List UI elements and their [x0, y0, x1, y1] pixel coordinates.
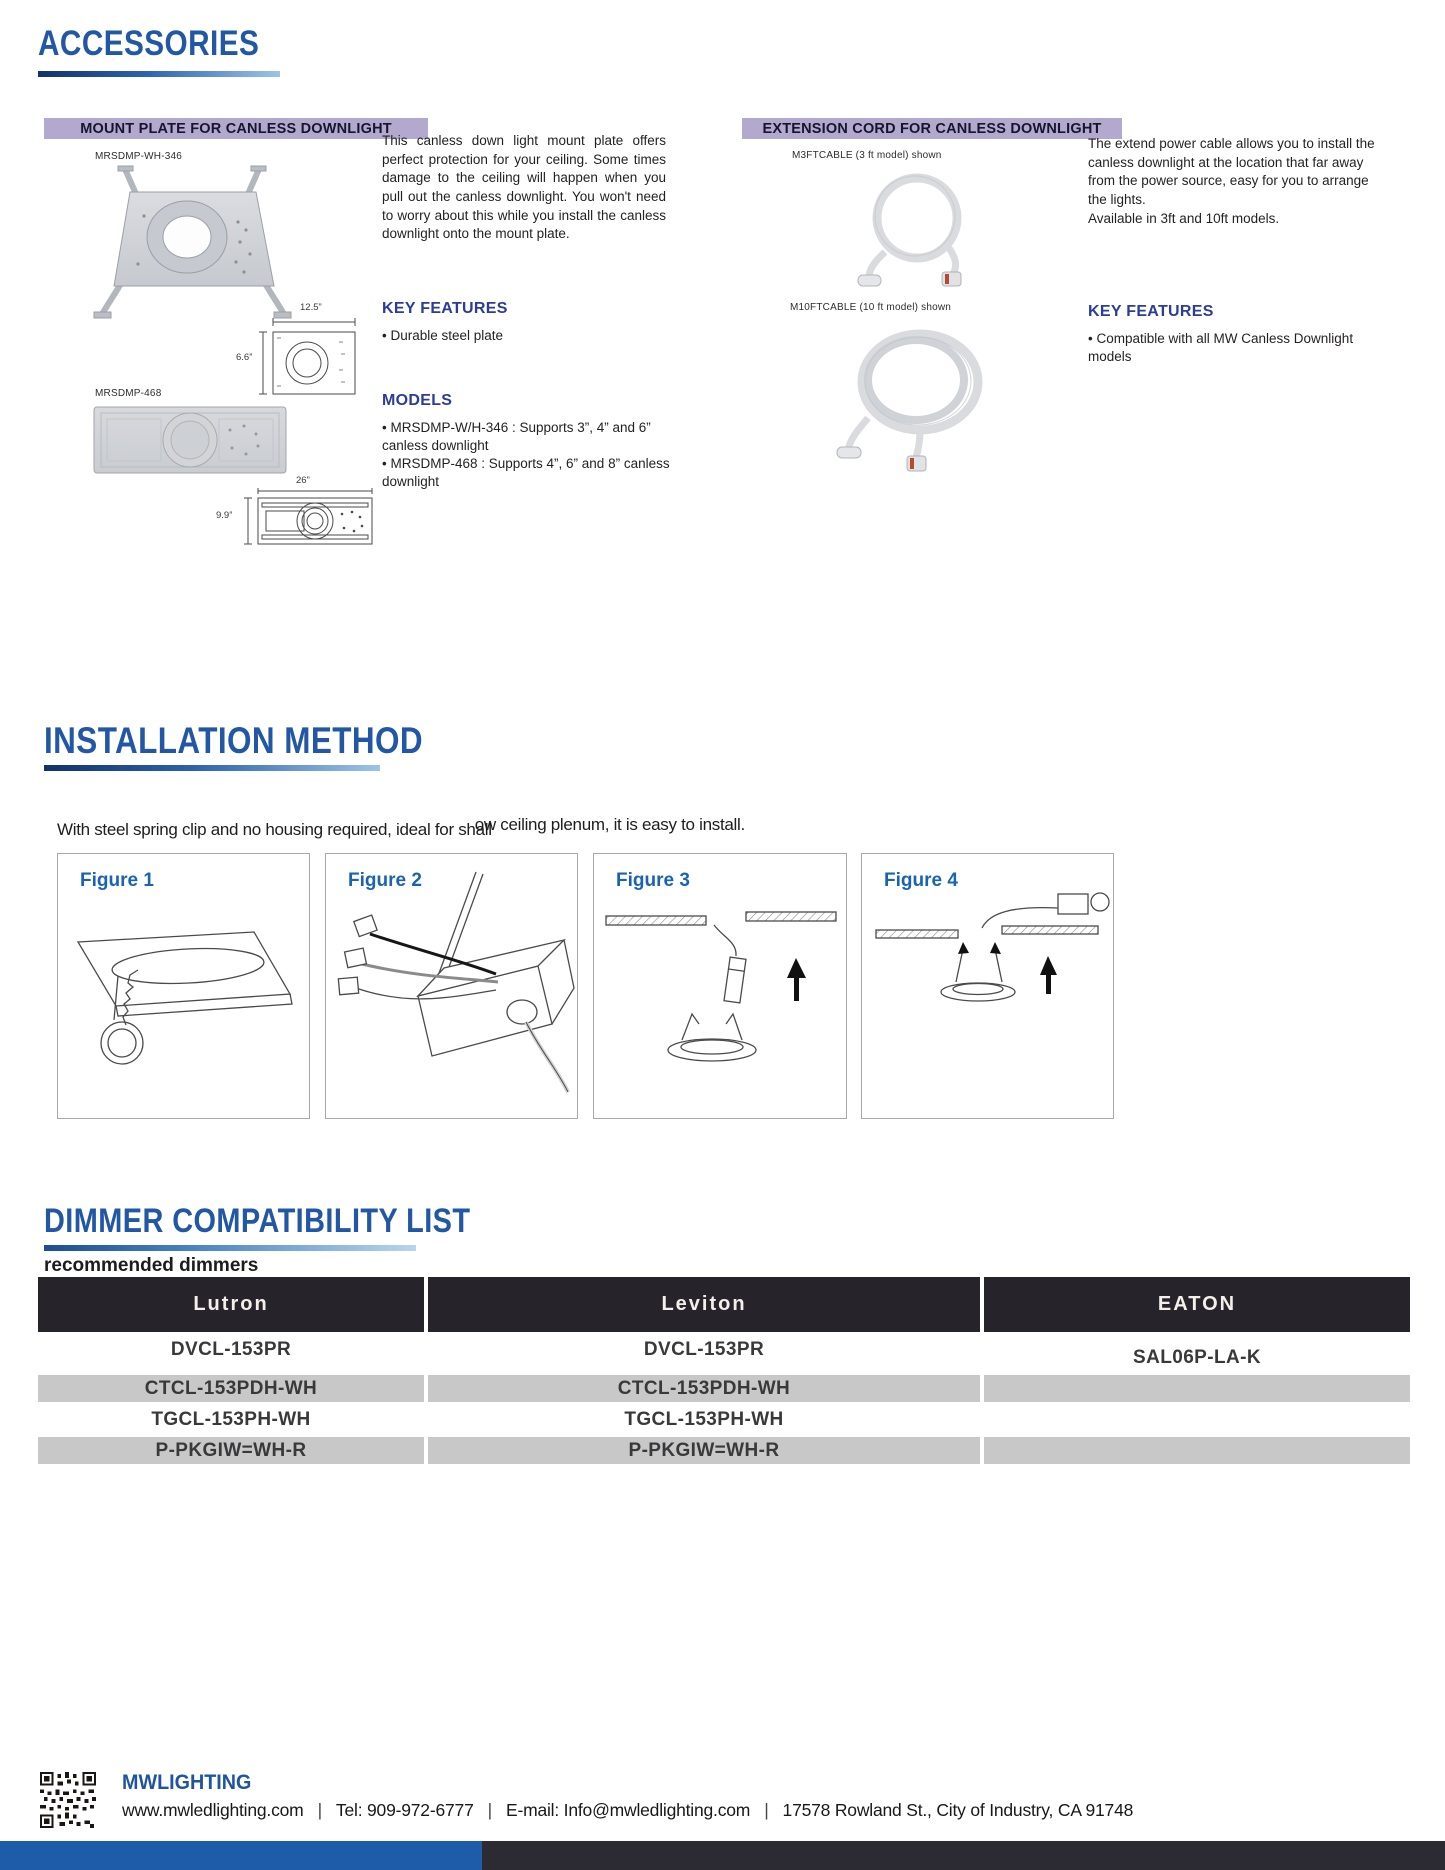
mount-plate-photo — [90, 164, 295, 322]
mount-plate-model1-caption: MRSDMP-WH-346 — [95, 151, 183, 162]
figure-4-box — [861, 853, 1114, 1119]
installation-underline — [44, 765, 380, 771]
footer-tel: Tel: 909-972-6777 — [335, 1800, 474, 1820]
dimmer-list-title: DIMMER COMPATIBILITY LIST — [44, 1202, 471, 1240]
mount-plate-key-features-title: KEY FEATURES — [382, 300, 508, 317]
figure-2-drawing — [326, 854, 577, 1118]
accessories-title: ACCESSORIES — [38, 24, 260, 63]
mount-plate-468-photo — [92, 402, 288, 478]
drawing-346-width-dim: 12.5” — [300, 302, 322, 313]
footer-separator: | — [487, 1800, 492, 1820]
cable-10ft-caption: M10FTCABLE (10 ft model) shown — [790, 302, 952, 313]
installation-intro-part1: With steel spring clip and no housing required, ideal for shall — [57, 820, 492, 839]
figure-2-box — [325, 853, 578, 1119]
installation-intro — [57, 815, 745, 840]
dimmer-list-underline — [44, 1245, 416, 1251]
footer-contact-line — [122, 1800, 1133, 1821]
mount-plate-models-title: MODELS — [382, 392, 453, 409]
mount-plate-model-item: • MRSDMP-468 : Supports 4”, 6” and 8” canless downlight — [382, 456, 670, 489]
figure-3-drawing — [594, 854, 846, 1118]
dimmer-cell: DVCL-153PR — [643, 1338, 765, 1360]
dimmer-cell: DVCL-153PR — [170, 1338, 292, 1360]
dimmer-table-row — [38, 1406, 1410, 1433]
mount-plate-header-bar: MOUNT PLATE FOR CANLESS DOWNLIGHT — [44, 118, 428, 139]
mount-plate-description: This canless down light mount plate offers perfect protection for your ceiling. Some times damage to the ceiling will happen when you pull out the canless downlight. You won't need to worry about this while you install the canless downlight onto the mount plate. — [382, 133, 666, 242]
footer-address: 17578 Rowland St., City of Industry, CA 91748 — [782, 1800, 1134, 1820]
dimmer-cell — [984, 1437, 1410, 1464]
figure-3-label: Figure 3 — [616, 870, 690, 891]
dimmer-cell — [984, 1375, 1410, 1402]
dimmer-list-subtitle: recommended dimmers — [44, 1255, 259, 1276]
dimmer-cell: SAL06P-LA-K — [1133, 1346, 1261, 1368]
figure-3-box — [593, 853, 847, 1119]
mount-plate-drawing-346 — [255, 314, 360, 398]
extension-cord-key-features-title: KEY FEATURES — [1088, 303, 1214, 320]
drawing-468-width-dim: 26” — [296, 475, 310, 486]
mount-plate-model-item: • MRSDMP-W/H-346 : Supports 3”, 4” and 6” canless downlight — [382, 420, 651, 453]
figure-1-drawing — [58, 854, 309, 1118]
installation-title: INSTALLATION METHOD — [44, 720, 424, 761]
column-header-lutron: Lutron — [38, 1277, 424, 1332]
dimmer-cell: P-PKGIW=WH-R — [428, 1437, 980, 1464]
cable-3ft-caption: M3FTCABLE (3 ft model) shown — [792, 150, 942, 161]
extension-cord-feature-item: • Compatible with all MW Canless Downlight models — [1088, 331, 1354, 364]
dimmer-cell — [984, 1406, 1410, 1433]
column-header-eaton: EATON — [984, 1277, 1410, 1332]
dimmer-table-header-row — [38, 1277, 1410, 1332]
figure-4-label: Figure 4 — [884, 870, 958, 891]
footer-website: www.mwledlighting.com — [122, 1800, 304, 1820]
dimmer-cell: CTCL-153PDH-WH — [38, 1375, 424, 1402]
footer-bar-blue — [0, 1841, 482, 1870]
mount-plate-model2-caption: MRSDMP-468 — [95, 388, 162, 399]
dimmer-cell: CTCL-153PDH-WH — [428, 1375, 980, 1402]
column-header-leviton: Leviton — [428, 1277, 980, 1332]
installation-intro-part2: ow ceiling plenum, it is easy to install. — [474, 815, 745, 834]
footer-bar-dark — [482, 1841, 1445, 1870]
qr-code-icon — [40, 1772, 96, 1828]
extension-cord-availability: Available in 3ft and 10ft models. — [1088, 211, 1280, 226]
cable-10ft-photo — [820, 314, 1010, 476]
figure-1-label: Figure 1 — [80, 870, 154, 891]
footer-separator: | — [764, 1800, 769, 1820]
dimmer-table-row — [38, 1375, 1410, 1402]
drawing-346-height-dim: 6.6” — [236, 352, 253, 363]
dimmer-cell: P-PKGIW=WH-R — [38, 1437, 424, 1464]
mount-plate-drawing-468 — [238, 486, 378, 550]
figure-4-drawing — [862, 854, 1113, 1118]
cable-3ft-photo — [845, 160, 985, 298]
footer-brand: MWLIGHTING — [122, 1771, 252, 1794]
footer-email: E-mail: Info@mwledlighting.com — [505, 1800, 751, 1820]
dimmer-table-row — [38, 1437, 1410, 1464]
extension-cord-header-bar: EXTENSION CORD FOR CANLESS DOWNLIGHT — [742, 118, 1122, 139]
drawing-468-height-dim: 9.9” — [216, 510, 233, 521]
figure-1-box — [57, 853, 310, 1119]
mount-plate-feature-item: • Durable steel plate — [382, 328, 504, 343]
dimmer-table-row — [38, 1336, 1410, 1371]
dimmer-cell: TGCL-153PH-WH — [151, 1408, 311, 1430]
extension-cord-description: The extend power cable allows you to install the canless downlight at the location that far away from the power source, easy for you to arrange the lights. — [1088, 136, 1375, 207]
accessories-underline — [38, 71, 280, 77]
dimmer-cell: TGCL-153PH-WH — [624, 1408, 784, 1430]
dimmer-table — [38, 1277, 1410, 1464]
figure-2-label: Figure 2 — [348, 870, 422, 891]
footer-separator: | — [317, 1800, 322, 1820]
